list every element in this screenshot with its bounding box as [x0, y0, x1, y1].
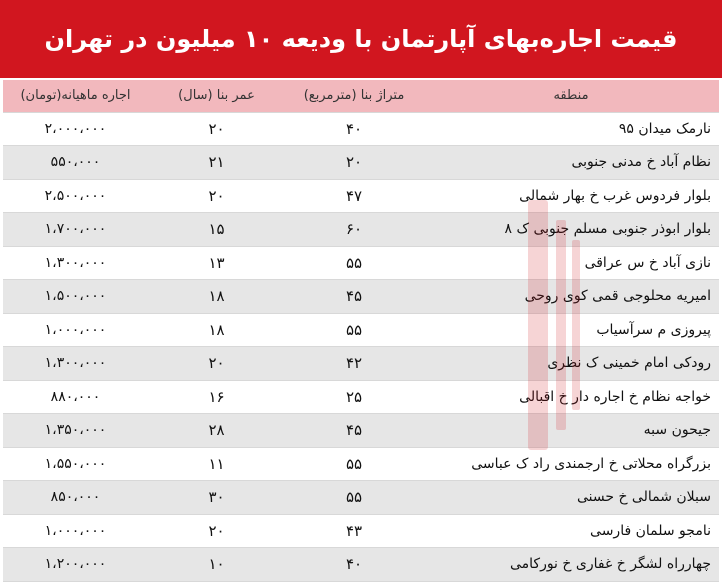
cell-age: ۱۶	[148, 380, 285, 414]
table-row	[3, 280, 719, 314]
header-size: متراژ بنا (مترمربع)	[285, 80, 423, 112]
cell-area: امیریه محلوجی قمی کوی روحی	[423, 280, 719, 314]
cell-area: نامجو سلمان فارسی	[423, 514, 719, 548]
cell-age: ۲۱	[148, 146, 285, 180]
table-row	[3, 246, 719, 280]
cell-area: نظام آباد خ مدنی جنوبی	[423, 146, 719, 180]
cell-size: ۶۰	[285, 213, 423, 247]
table-row	[3, 481, 719, 515]
cell-rent: ۱،۵۵۰،۰۰۰	[3, 447, 148, 481]
cell-area: خواجه نظام خ اجاره دار خ اقبالی	[423, 380, 719, 414]
cell-age: ۲۰	[148, 514, 285, 548]
table-row	[3, 313, 719, 347]
table-row	[3, 514, 719, 548]
cell-rent: ۲،۰۰۰،۰۰۰	[3, 112, 148, 146]
cell-rent: ۱،۰۰۰،۰۰۰	[3, 514, 148, 548]
cell-size: ۲۵	[285, 380, 423, 414]
table-row	[3, 447, 719, 481]
table-header-row	[3, 80, 719, 112]
cell-rent: ۱،۰۰۰،۰۰۰	[3, 313, 148, 347]
table-row	[3, 380, 719, 414]
table-row	[3, 213, 719, 247]
table-row	[3, 146, 719, 180]
title-bar	[0, 0, 722, 78]
cell-size: ۴۲	[285, 347, 423, 381]
header-rent: اجاره ماهیانه(تومان)	[3, 80, 148, 112]
cell-age: ۱۸	[148, 280, 285, 314]
cell-size: ۴۷	[285, 179, 423, 213]
cell-area: نازی آباد خ س عراقی	[423, 246, 719, 280]
cell-size: ۴۰	[285, 112, 423, 146]
cell-age: ۲۰	[148, 179, 285, 213]
table-row	[3, 414, 719, 448]
cell-age: ۳۰	[148, 481, 285, 515]
cell-age: ۲۰	[148, 112, 285, 146]
cell-size: ۵۵	[285, 481, 423, 515]
cell-rent: ۸۸۰،۰۰۰	[3, 380, 148, 414]
cell-rent: ۱،۵۰۰،۰۰۰	[3, 280, 148, 314]
cell-age: ۱۱	[148, 447, 285, 481]
table-row	[3, 548, 719, 582]
cell-size: ۲۰	[285, 146, 423, 180]
cell-area: چهارراه لشگر خ غفاری خ نورکامی	[423, 548, 719, 582]
rent-table	[3, 80, 719, 582]
cell-age: ۲۸	[148, 414, 285, 448]
cell-size: ۵۵	[285, 246, 423, 280]
cell-age: ۱۰	[148, 548, 285, 582]
cell-rent: ۱،۲۰۰،۰۰۰	[3, 548, 148, 582]
cell-area: بلوار فردوس غرب خ بهار شمالی	[423, 179, 719, 213]
cell-size: ۴۰	[285, 548, 423, 582]
cell-size: ۵۵	[285, 447, 423, 481]
table-body	[3, 112, 719, 581]
cell-size: ۴۵	[285, 280, 423, 314]
cell-size: ۴۳	[285, 514, 423, 548]
cell-rent: ۱،۳۵۰،۰۰۰	[3, 414, 148, 448]
cell-rent: ۵۵۰،۰۰۰	[3, 146, 148, 180]
table-row	[3, 112, 719, 146]
cell-age: ۲۰	[148, 347, 285, 381]
cell-area: نارمک میدان ۹۵	[423, 112, 719, 146]
cell-size: ۵۵	[285, 313, 423, 347]
table-row	[3, 179, 719, 213]
table-row	[3, 347, 719, 381]
header-area: منطقه	[423, 80, 719, 112]
cell-area: سبلان شمالی خ حسنی	[423, 481, 719, 515]
cell-age: ۱۳	[148, 246, 285, 280]
cell-area: پیروزی م سرآسیاب	[423, 313, 719, 347]
cell-rent: ۸۵۰،۰۰۰	[3, 481, 148, 515]
cell-area: بزرگراه محلاتی خ ارجمندی راد ک عباسی	[423, 447, 719, 481]
header-age: عمر بنا (سال)	[148, 80, 285, 112]
cell-rent: ۱،۳۰۰،۰۰۰	[3, 246, 148, 280]
cell-rent: ۱،۳۰۰،۰۰۰	[3, 347, 148, 381]
cell-rent: ۲،۵۰۰،۰۰۰	[3, 179, 148, 213]
cell-age: ۱۵	[148, 213, 285, 247]
cell-area: رودکی امام خمینی ک نظری	[423, 347, 719, 381]
cell-rent: ۱،۷۰۰،۰۰۰	[3, 213, 148, 247]
page-title: قیمت اجاره‌بهای آپارتمان با ودیعه ۱۰ میلیون در تهران	[44, 25, 678, 53]
cell-size: ۴۵	[285, 414, 423, 448]
cell-age: ۱۸	[148, 313, 285, 347]
cell-area: بلوار ابوذر جنوبی مسلم جنوبی ک ۸	[423, 213, 719, 247]
cell-area: جیحون سبه	[423, 414, 719, 448]
